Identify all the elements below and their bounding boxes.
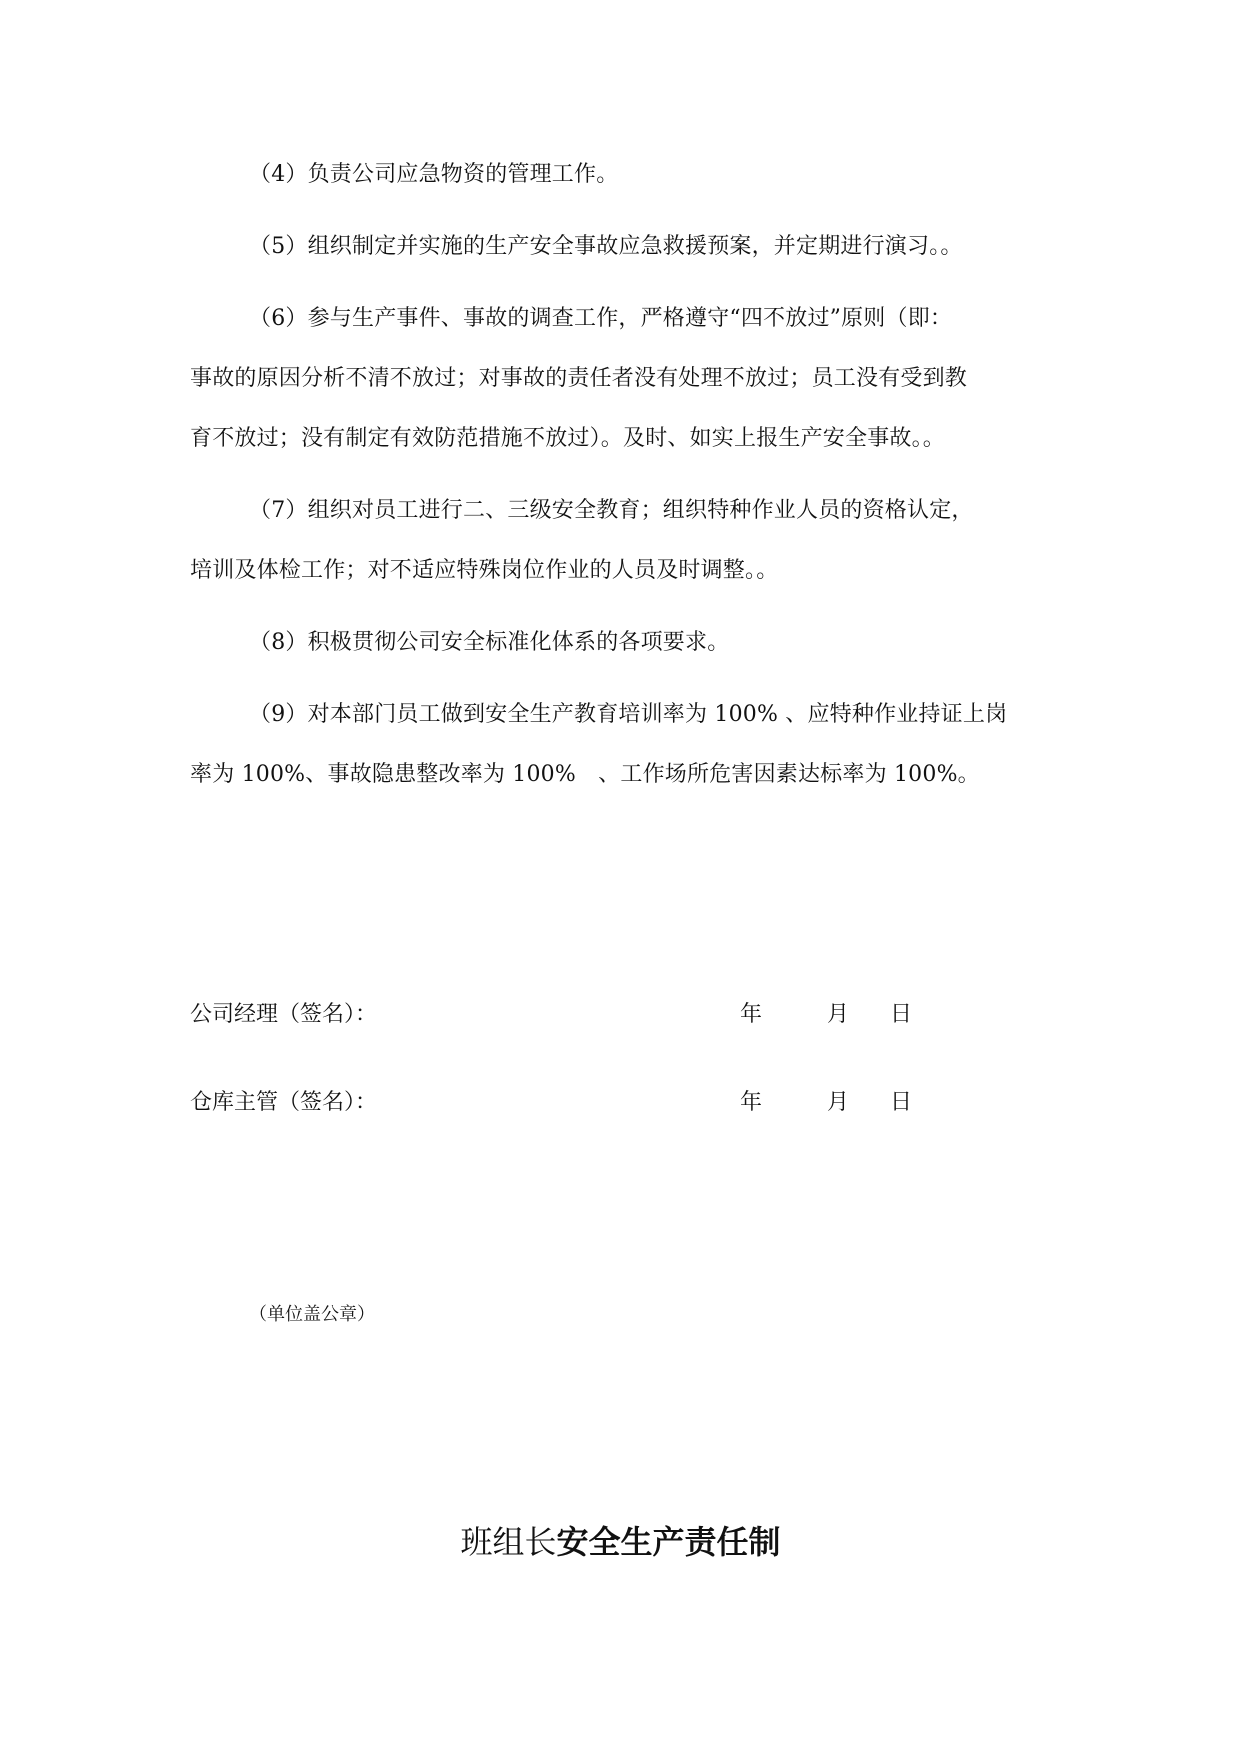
section-title-part-2: 安全生产责任制 — [556, 1523, 781, 1561]
paragraph-6-line-2: 事故的原因分析不清不放过；对事故的责任者没有处理不放过；员工没有受到教 — [190, 366, 968, 391]
signature-row-manager — [190, 1000, 1070, 1030]
paragraph-7-line-2: 培训及体检工作；对不适应特殊岗位作业的人员及时调整。。 — [190, 558, 779, 583]
paragraph-9-line-2: 率为 100%、事故隐患整改率为 100% 、工作场所危害因素达标率为 100%。 — [190, 762, 980, 787]
paragraph-9-line-1: （9）对本部门员工做到安全生产教育培训率为 100% 、应特种作业持证上岗 — [249, 702, 1008, 727]
signature-year: 年 — [740, 1002, 763, 1027]
signature-row-warehouse-supervisor — [190, 1088, 1070, 1118]
section-title — [0, 1520, 1241, 1564]
paragraph-8: （8）积极贯彻公司安全标准化体系的各项要求。 — [249, 630, 730, 655]
signature-day: 日 — [890, 1002, 913, 1027]
paragraph-7-line-1: （7）组织对员工进行二、三级安全教育；组织特种作业人员的资格认定， — [249, 498, 974, 523]
signature-month: 月 — [827, 1002, 850, 1027]
section-title-part-1: 班组长 — [460, 1523, 557, 1561]
signature-label: 仓库主管（签名）： — [190, 1090, 378, 1115]
paragraph-6-line-3: 育不放过；没有制定有效防范措施不放过）。及时、如实上报生产安全事故。。 — [190, 426, 946, 451]
signature-label: 公司经理（签名）： — [190, 1002, 378, 1027]
seal-note: （单位盖公章） — [249, 1304, 375, 1325]
paragraph-4: （4）负责公司应急物资的管理工作。 — [249, 162, 619, 187]
signature-day: 日 — [890, 1090, 913, 1115]
signature-year: 年 — [740, 1090, 763, 1115]
signature-month: 月 — [827, 1090, 850, 1115]
paragraph-5: （5）组织制定并实施的生产安全事故应急救援预案，并定期进行演习。。 — [249, 234, 963, 259]
paragraph-6-line-1: （6）参与生产事件、事故的调查工作，严格遵守“四不放过”原则（即： — [249, 306, 953, 331]
